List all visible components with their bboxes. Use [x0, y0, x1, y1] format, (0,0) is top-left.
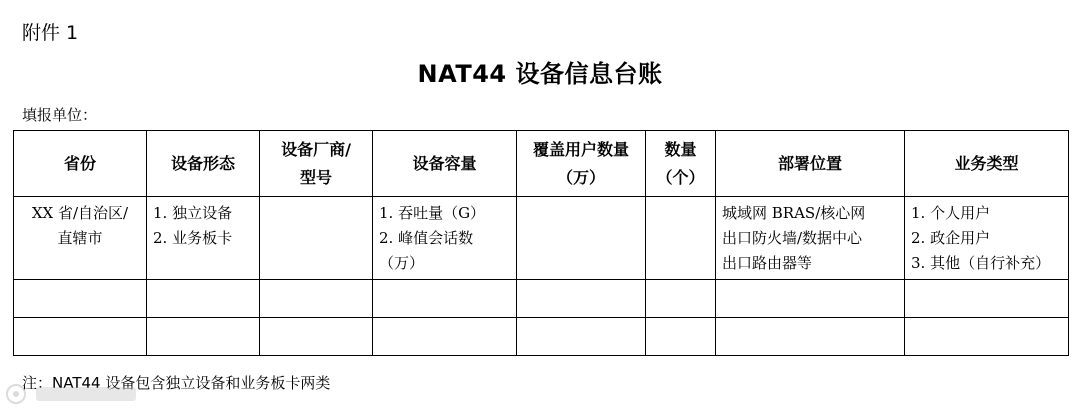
header-text: 设备容量 — [412, 153, 477, 173]
cell-quantity — [646, 197, 716, 280]
table-cell — [517, 318, 646, 356]
cell-text: 3. 其他（自行补充） — [911, 254, 1051, 272]
filler-unit-label: 填报单位： — [22, 106, 98, 124]
table-cell — [905, 318, 1069, 356]
page-title: NAT44 设备信息台账 — [417, 60, 663, 88]
cell-text: 1. 独立设备 — [153, 204, 233, 222]
table-cell — [646, 280, 716, 318]
table-cell — [14, 318, 147, 356]
header-deployment-location — [716, 131, 905, 197]
header-text: （个） — [656, 167, 705, 187]
header-quantity — [646, 131, 716, 197]
table-cell — [716, 280, 905, 318]
header-text: （万） — [556, 167, 605, 187]
table-cell — [14, 280, 147, 318]
header-province — [14, 131, 147, 197]
header-device-form — [147, 131, 260, 197]
cell-vendor-model — [260, 197, 373, 280]
table-cell — [147, 318, 260, 356]
cell-text: 2. 峰值会话数 — [379, 229, 474, 247]
cell-text: 1. 吞吐量（G） — [379, 204, 486, 222]
cell-text: 2. 政企用户 — [911, 229, 991, 247]
table-cell — [517, 280, 646, 318]
table-cell — [646, 318, 716, 356]
header-text: 设备形态 — [170, 153, 235, 173]
table-row — [14, 280, 1069, 318]
table-header-row — [14, 131, 1069, 197]
table-cell — [716, 318, 905, 356]
cell-user-coverage — [517, 197, 646, 280]
header-text: 设备厂商/ — [281, 139, 351, 159]
footnote: 注：NAT44 设备包含独立设备和业务板卡两类 — [22, 374, 331, 392]
cell-text: 出口路由器等 — [722, 254, 813, 272]
cell-text: 出口防火墙/数据中心 — [722, 229, 863, 247]
header-text: 省份 — [63, 153, 96, 173]
header-text: 覆盖用户数量 — [532, 139, 629, 159]
cell-text: 城域网 BRAS/核心网 — [722, 204, 866, 222]
ledger-table — [13, 130, 1069, 356]
header-business-type — [905, 131, 1069, 197]
table-cell — [373, 318, 517, 356]
cell-text: 1. 个人用户 — [911, 204, 991, 222]
cell-capacity — [373, 197, 517, 280]
cell-text: （万） — [379, 254, 425, 272]
table-cell — [373, 280, 517, 318]
header-user-coverage — [517, 131, 646, 197]
cell-deployment-location — [716, 197, 905, 280]
table-cell — [260, 318, 373, 356]
watermark-logo — [2, 380, 152, 408]
cell-text: XX 省/自治区/ — [31, 204, 129, 222]
table-row — [14, 318, 1069, 356]
header-text: 数量 — [664, 139, 697, 159]
table-cell — [905, 280, 1069, 318]
attachment-label: 附件 1 — [22, 22, 79, 44]
header-text: 型号 — [299, 167, 332, 187]
header-capacity — [373, 131, 517, 197]
cell-business-type — [905, 197, 1069, 280]
header-text: 业务类型 — [954, 153, 1019, 173]
table-cell — [260, 280, 373, 318]
header-text: 部署位置 — [777, 153, 842, 173]
table-row — [14, 197, 1069, 280]
cell-text: 2. 业务板卡 — [153, 229, 233, 247]
cell-text: 直辖市 — [57, 229, 103, 247]
table-cell — [147, 280, 260, 318]
cell-province — [14, 197, 147, 280]
header-vendor-model — [260, 131, 373, 197]
cell-device-form — [147, 197, 260, 280]
